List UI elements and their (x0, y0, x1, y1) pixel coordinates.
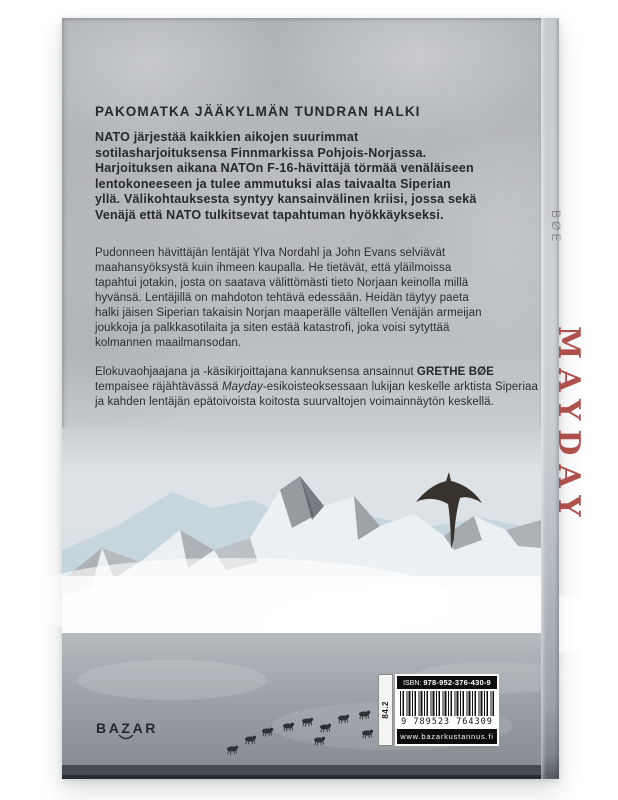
blurb-paragraph-bold: NATO järjestää kaikkien aikojen suurimmat sotilasharjoituksensa Finnmarkissa Pohjois-Norjassa. Harjoituksen aikana NATOn F-16-hävittäjä törmää venäläiseen lentokoneeseen ja tulee ammutuksi alas taivaalta Siperian yllä. Välikohtauksesta syntyy kansainvälinen kriisi, jossa sekä Venäjä että NATO tulkitsevat tapahtuman hyökkäykseksi. (95, 130, 477, 222)
library-classification (378, 674, 393, 746)
spine-author-text: BØE (549, 210, 563, 245)
isbn-band (397, 676, 497, 689)
cover-tagline: PAKOMATKA JÄÄKYLMÄN TUNDRAN HALKI (95, 104, 421, 119)
spine-edge (541, 18, 586, 779)
book-back-cover (62, 18, 586, 779)
author-note-paragraph (95, 365, 547, 410)
isbn-barcode-block (378, 674, 499, 746)
book-title-italic: Mayday (221, 381, 263, 393)
logo-z-swash-icon (118, 734, 134, 741)
author-note-tail: -esikoisteoksessaan lukijan keskelle arktista Siperiaa ja kahden lentäjän epätoivoista koitosta suurvaltojen voimainnäytön keskellä. (95, 381, 538, 408)
spine-title-text: MAYDAY (551, 326, 586, 526)
classification-code: 84.2 (381, 701, 390, 719)
blurb-paragraph: Pudonneen hävittäjän lentäjät Ylva Nordahl ja John Evans selviävät maahansyöksystä kuin ihmeen kaupalla. He tietävät, että yläilmoissa tapahtui jotakin, josta on saatava välittömästi tieto Norjaan keinolla millä hyvänsä. Lentäjillä on mahdoton tehtävä edessään. Heidän täytyy paeta halki jäisen Siperian takaisin Norjan maaperälle vältellen Venäjän armeijan joukkoja ja palkkasotilaita ja siten estää katastrofi, joka voisi sytyttää kolmannen maailmansodan. (95, 247, 482, 349)
publisher-logo: BAZAR (96, 720, 158, 736)
isbn-number: 978-952-376-430-9 (423, 678, 491, 687)
author-note-lead: Elokuvaohjaajana ja -käsikirjoittajana kannuksensa ansainnut (95, 366, 417, 378)
barcode-lines (400, 691, 494, 716)
isbn-label: ISBN: (403, 680, 422, 687)
board-edge (62, 775, 541, 779)
publisher-website: www.bazarkustannus.fi (397, 729, 497, 744)
cover-face (62, 18, 541, 779)
scene-top-blend (62, 428, 541, 470)
barcode-digits: 9 789523 764309 (401, 717, 493, 727)
barcode-area (397, 689, 497, 729)
barcode-box (395, 674, 499, 746)
author-note-middle: tempaisee räjähtävässä (95, 381, 222, 393)
author-name: GRETHE BØE (416, 366, 494, 378)
